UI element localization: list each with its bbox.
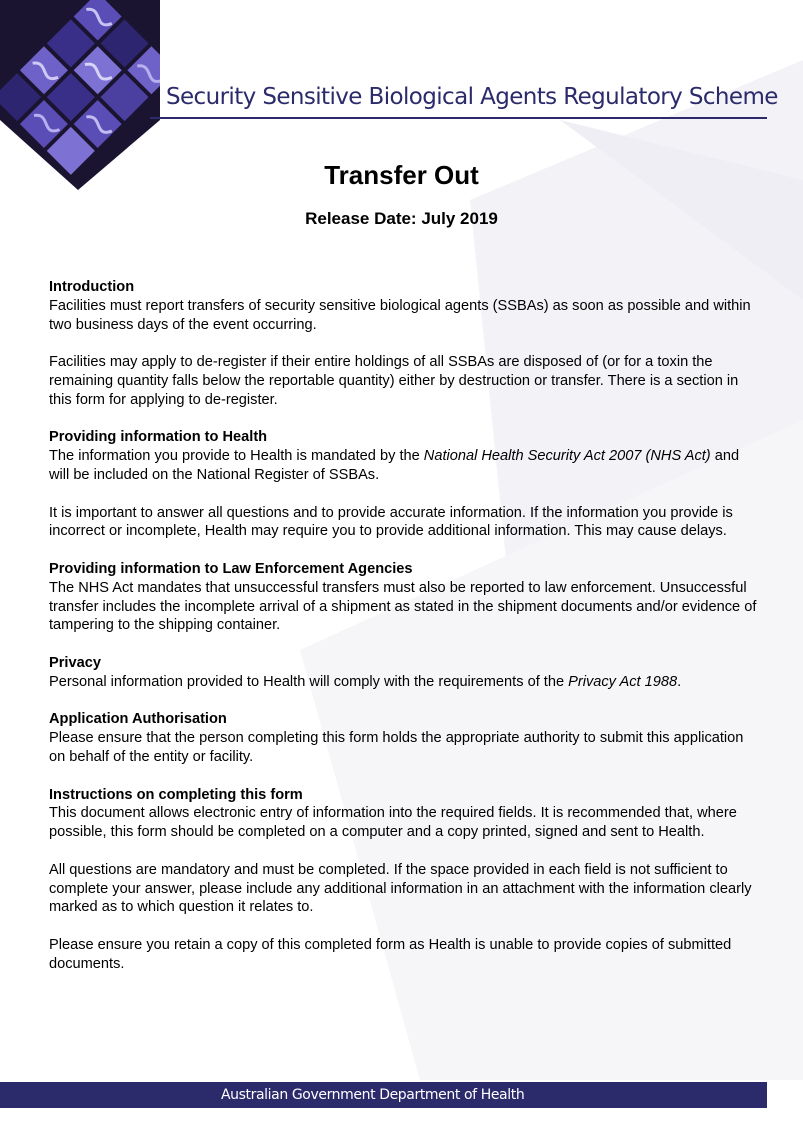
document-body — [49, 278, 761, 992]
paragraph — [49, 673, 761, 692]
section-heading: Application Authorisation — [49, 711, 227, 728]
paragraph: All questions are mandatory and must be completed. If the space provided in each field is not sufficient to complete your answer, please include any additional information in an attachment with the information clearly marked as to which question it relates to. — [49, 861, 752, 916]
text-run: Personal information provided to Health will comply with the requirements of the — [49, 673, 569, 690]
footer-department: Australian Government Department of Health — [221, 1087, 525, 1103]
act-citation: Privacy Act 1988 — [568, 673, 678, 690]
paragraph: Please ensure you retain a copy of this completed form as Health is unable to provide copies of submitted documents. — [49, 936, 732, 972]
document-title: Transfer Out — [324, 160, 479, 190]
paragraph: The NHS Act mandates that unsuccessful transfers must also be reported to law enforcement. Unsuccessful transfer includes the incomplete arrival of a shipment as stated in the shipment documents and/or evidence of tampering to the shipping container. — [49, 579, 757, 634]
section-heading: Providing information to Law Enforcement Agencies — [49, 560, 413, 577]
section-instructions — [49, 786, 761, 974]
paragraph: Facilities must report transfers of security sensitive biological agents (SSBAs) as soon as possible and within two business days of the event occurring. — [49, 297, 751, 333]
paragraph — [49, 447, 761, 485]
header-divider — [150, 117, 767, 119]
section-heading: Introduction — [49, 279, 135, 295]
release-date: Release Date: July 2019 — [305, 209, 498, 228]
section-introduction — [49, 278, 761, 410]
section-heading: Privacy — [49, 654, 101, 671]
section-application-authorisation — [49, 710, 761, 766]
text-run: The information you provide to Health is mandated by the — [49, 448, 424, 465]
scheme-title: Security Sensitive Biological Agents Regulatory Scheme — [166, 84, 778, 110]
section-privacy — [49, 654, 761, 692]
section-providing-information-to-health — [49, 428, 761, 541]
text-run: and will be included on the National Register of SSBAs. — [49, 448, 740, 483]
paragraph: Facilities may apply to de-register if their entire holdings of all SSBAs are disposed of (or for a toxin the remaining quantity falls below the reportable quantity) either by destruction or transfer. There is a section in this form for applying to de-register. — [49, 354, 739, 408]
act-citation: National Health Security Act 2007 (NHS Act) — [423, 448, 711, 465]
paragraph: It is important to answer all questions and to provide accurate information. If the information you provide is incorrect or incomplete, Health may require you to provide additional information. This may cause delays. — [49, 504, 733, 540]
paragraph: Please ensure that the person completing this form holds the appropriate authority to submit this application on behalf of the entity or facility. — [49, 730, 744, 765]
text-run: . — [677, 673, 682, 690]
section-heading: Providing information to Health — [49, 429, 268, 446]
section-law-enforcement — [49, 560, 761, 635]
section-heading: Instructions on completing this form — [49, 786, 303, 803]
paragraph: This document allows electronic entry of information into the required fields. It is recommended that, where possible, this form should be completed on a computer and a copy printed, signed and sent to Health. — [49, 805, 737, 841]
